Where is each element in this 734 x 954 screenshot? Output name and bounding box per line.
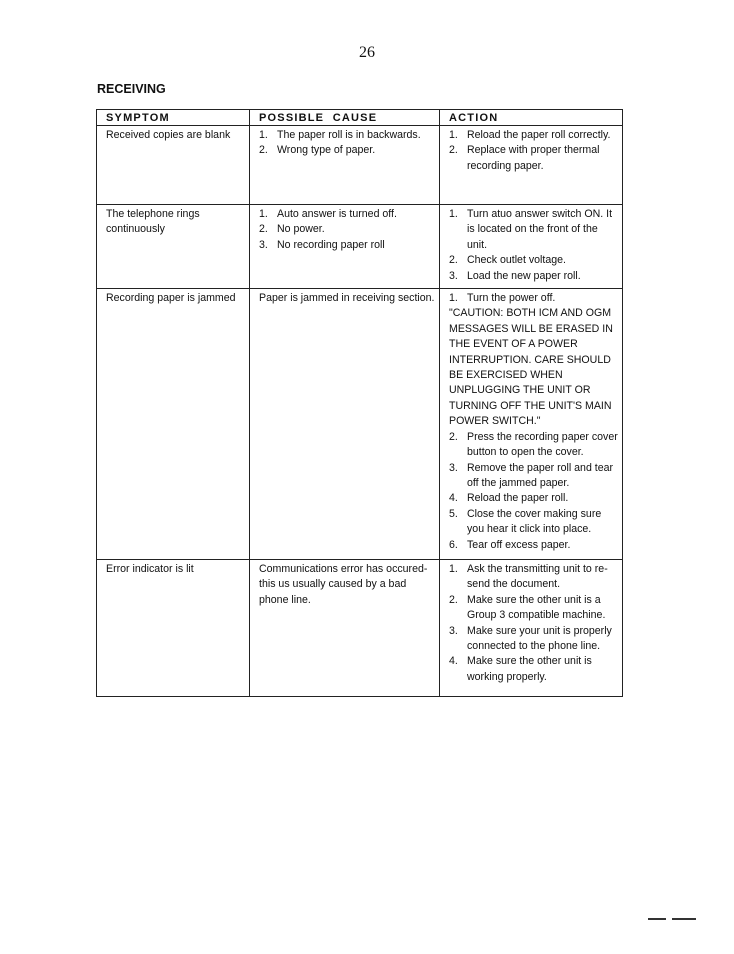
item-text: Ask the transmitting unit to re-send the document. [467, 563, 608, 591]
item-number: 1. [259, 129, 268, 141]
symptom-cell: The telephone rings continuously [97, 205, 250, 289]
action-list [449, 207, 618, 284]
table-row [97, 560, 623, 697]
list-item [449, 507, 618, 538]
troubleshooting-table [96, 109, 623, 697]
action-cell [440, 126, 623, 205]
item-text: Check outlet voltage. [467, 254, 566, 267]
item-number: 1. [449, 129, 458, 141]
item-text: No power. [277, 223, 325, 236]
list-item [449, 461, 618, 492]
item-text: Reload the paper roll. [467, 492, 569, 505]
item-text: Make sure the other unit is working properly. [467, 655, 592, 683]
list-item [449, 430, 618, 461]
table-row [97, 126, 623, 205]
header-symptom: SYMPTOM [97, 110, 250, 126]
list-item [449, 654, 618, 685]
item-text: Remove the paper roll and tear off the jammed paper. [467, 461, 614, 489]
table-header-row [97, 110, 623, 126]
item-text: Wrong type of paper. [277, 144, 376, 157]
list-item [449, 269, 618, 284]
item-number: 3. [449, 461, 458, 474]
item-text: No recording paper roll [277, 238, 385, 251]
cause-cell: Paper is jammed in receiving section. [250, 289, 440, 560]
list-item [259, 128, 435, 143]
item-number: 2. [259, 144, 268, 157]
section-title: RECEIVING [97, 82, 166, 96]
list-item [449, 207, 618, 253]
cause-cell [250, 126, 440, 205]
cause-cell [250, 205, 440, 289]
action-cell [440, 289, 623, 560]
item-number: 3. [449, 624, 458, 637]
item-text: Make sure the other unit is a Group 3 compatible machine. [467, 593, 606, 622]
item-number: 1. [449, 292, 458, 305]
item-number: 3. [259, 238, 268, 251]
action-cell [440, 560, 623, 697]
symptom-cell: Received copies are blank [97, 126, 250, 205]
list-item [449, 291, 618, 306]
list-item [449, 593, 618, 624]
action-cell [440, 205, 623, 289]
item-number: 2. [449, 254, 458, 267]
list-item [449, 624, 618, 655]
item-number: 6. [449, 538, 458, 551]
action-list [449, 291, 618, 306]
list-item [259, 143, 435, 158]
item-number: 1. [449, 208, 458, 220]
item-text: Tear off excess paper. [467, 538, 571, 551]
list-item [449, 253, 618, 268]
action-list [449, 128, 618, 174]
page-number: 26 [359, 44, 375, 61]
action-list [449, 562, 618, 685]
symptom-cell: Recording paper is jammed [97, 289, 250, 560]
item-number: 1. [449, 563, 458, 576]
cause-list [259, 207, 435, 253]
table-row [97, 205, 623, 289]
list-item [449, 128, 618, 143]
action-list [449, 430, 618, 553]
item-text: Make sure your unit is properly connected to the phone line. [467, 624, 612, 653]
item-text: Turn the power off. [467, 292, 556, 305]
list-item [259, 238, 435, 253]
item-number: 4. [449, 492, 458, 505]
item-text: Close the cover making sure you hear it click into place. [467, 507, 602, 536]
table-row [97, 289, 623, 560]
item-number: 2. [449, 430, 458, 443]
item-text: Turn atuo answer switch ON. It is located on the front of the unit. [467, 208, 613, 251]
list-item [259, 207, 435, 222]
cause-cell: Communications error has occured-this us usually caused by a bad phone line. [250, 560, 440, 697]
list-item [449, 491, 618, 506]
cause-list [259, 128, 435, 159]
item-text: Press the recording paper cover button to open the cover. [467, 430, 618, 459]
item-number: 2. [259, 223, 268, 236]
item-number: 5. [449, 507, 458, 520]
caution-note: "CAUTION: BOTH ICM AND OGM MESSAGES WILL BE ERASED IN THE EVENT OF A POWER INTERRUPTION. CARE SHOULD BE EXERCISED WHEN UNPLUGGING THE UNIT OR TURNING OFF THE UNIT'S MAIN POWER SWITCH." [449, 307, 613, 428]
list-item [259, 222, 435, 237]
header-action: ACTION [440, 110, 623, 126]
item-text: Reload the paper roll correctly. [467, 129, 611, 141]
symptom-cell: Error indicator is lit [97, 560, 250, 697]
item-text: Load the new paper roll. [467, 269, 581, 282]
item-number: 2. [449, 144, 458, 157]
item-text: Replace with proper thermal recording paper. [467, 144, 600, 172]
list-item [449, 143, 618, 174]
item-number: 4. [449, 655, 458, 668]
list-item [449, 562, 618, 593]
footer-mark [648, 918, 696, 922]
item-number: 3. [449, 269, 458, 282]
item-text: Auto answer is turned off. [277, 208, 397, 220]
item-number: 2. [449, 593, 458, 606]
item-text: The paper roll is in backwards. [277, 129, 421, 141]
item-number: 1. [259, 208, 268, 220]
header-possible-cause: POSSIBLE CAUSE [250, 110, 440, 126]
list-item [449, 538, 618, 553]
